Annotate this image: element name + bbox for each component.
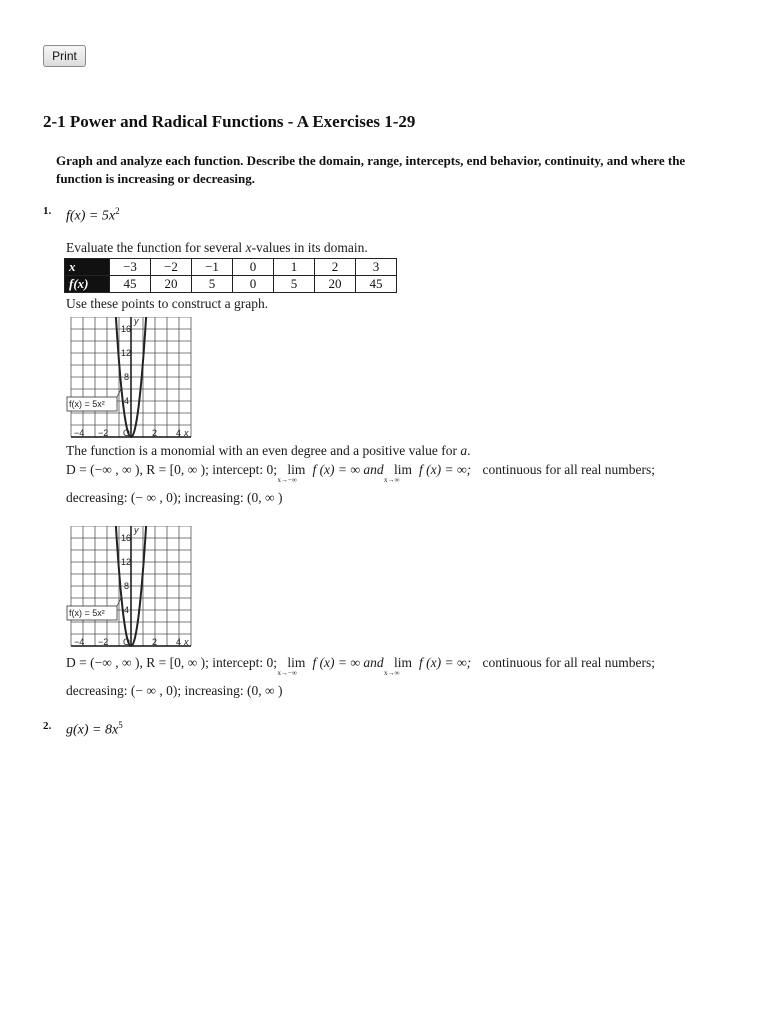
x-tick-label: 4 [176, 428, 182, 438]
table-cell: 20 [151, 276, 192, 293]
lim-subscript: x→−∞ [277, 476, 297, 484]
evaluate-instruction [66, 240, 368, 256]
limit-pos-inf [384, 462, 416, 484]
table-row-fx [65, 276, 397, 293]
table-cell: 45 [356, 276, 397, 293]
lim-subscript: x→−∞ [277, 669, 297, 677]
lim-word: lim [394, 462, 413, 477]
monomial-suffix: . [467, 443, 471, 458]
y-tick-label: 8 [124, 581, 130, 591]
exercise-1-number: 1. [43, 205, 52, 217]
instructions-text: Graph and analyze each function. Describe the domain, range, intercepts, end behavior, continuity, and where the function is increasing or decreasing. [56, 153, 686, 186]
x-tick-label: O [123, 428, 131, 438]
monomial-var: a [460, 443, 468, 458]
continuity-text: continuous for all real numbers; [482, 655, 655, 670]
x-tick-label: O [123, 637, 131, 647]
limit-neg-inf [277, 462, 309, 484]
exercise-2-number: 2. [43, 720, 52, 732]
table-cell: 0 [233, 259, 274, 276]
table-cell: 3 [356, 259, 397, 276]
lim-word: lim [394, 655, 413, 670]
table-cell: 2 [315, 259, 356, 276]
lim-word: lim [287, 462, 306, 477]
values-table [64, 258, 397, 293]
table-cell: 20 [315, 276, 356, 293]
table-cell: 1 [274, 259, 315, 276]
table-cell: 5 [274, 276, 315, 293]
y-axis-label: y [134, 317, 139, 326]
y-tick-label: 12 [121, 348, 132, 358]
table-cell: 45 [110, 276, 151, 293]
lim-subscript: x→∞ [384, 669, 400, 677]
limit-expression: f (x) = ∞ and [312, 655, 384, 670]
y-tick-label: 12 [121, 557, 132, 567]
limit-expression: f (x) = ∞; [419, 655, 472, 670]
lim-subscript: x→∞ [384, 476, 400, 484]
construct-instruction: Use these points to construct a graph. [66, 296, 269, 311]
exercise-1-function-exponent: 2 [115, 206, 120, 216]
limit-expression: f (x) = ∞; [419, 462, 472, 477]
page-title: 2-1 Power and Radical Functions - A Exercises 1-29 [43, 112, 416, 131]
curve-label: f(x) = 5x² [69, 399, 105, 409]
table-cell: −3 [110, 259, 151, 276]
monomial-statement [66, 443, 471, 459]
table-cell: 0 [233, 276, 274, 293]
y-tick-label: 16 [121, 533, 132, 543]
monomial-prefix: The function is a monomial with an even degree and a positive value for [66, 443, 461, 458]
x-tick-label: 2 [152, 637, 158, 647]
y-tick-label: 4 [124, 605, 130, 615]
table-cell: −2 [151, 259, 192, 276]
print-button[interactable]: Print [43, 45, 86, 67]
x-tick-label: 4 [176, 637, 182, 647]
domain-range-text: D = (−∞ , ∞ ), R = [0, ∞ ); intercept: 0; [66, 462, 278, 477]
limit-neg-inf [277, 655, 309, 677]
exercise-2-function-exponent: 5 [118, 720, 123, 730]
exercise-1-function [66, 206, 120, 225]
y-axis-label: y [134, 526, 139, 535]
x-axis-label: x [184, 637, 189, 647]
table-header-fx: f(x) [65, 276, 110, 293]
limit-pos-inf [384, 655, 416, 677]
table-cell: −1 [192, 259, 233, 276]
table-cell: 5 [192, 276, 233, 293]
x-tick-label: −4 [74, 428, 85, 438]
curve-label: f(x) = 5x² [69, 608, 105, 618]
analysis-line-2: decreasing: (− ∞ , 0); increasing: (0, ∞ ) [66, 490, 283, 505]
table-header-x: x [65, 259, 110, 276]
analysis-line-1 [66, 462, 655, 484]
lim-word: lim [287, 655, 306, 670]
limit-expression: f (x) = ∞ and [312, 462, 384, 477]
x-axis-label: x [184, 428, 189, 438]
domain-range-text: D = (−∞ , ∞ ), R = [0, ∞ ); intercept: 0; [66, 655, 278, 670]
exercise-2-function [66, 720, 123, 739]
parabola-graph-1 [66, 317, 196, 441]
parabola-graph-2 [66, 526, 196, 650]
y-tick-label: 8 [124, 372, 130, 382]
x-tick-label: −2 [98, 637, 109, 647]
x-tick-label: 2 [152, 428, 158, 438]
analysis-line-3 [66, 655, 655, 677]
y-tick-label: 4 [124, 396, 130, 406]
x-tick-label: −2 [98, 428, 109, 438]
x-tick-label: −4 [74, 637, 85, 647]
evaluate-prefix: Evaluate the function for several [66, 240, 246, 255]
analysis-line-4: decreasing: (− ∞ , 0); increasing: (0, ∞ ) [66, 683, 283, 698]
evaluate-var: x [245, 240, 252, 255]
exercise-1-function-base: f(x) = 5x [66, 208, 116, 224]
continuity-text: continuous for all real numbers; [482, 462, 655, 477]
exercise-2-function-base: g(x) = 8x [66, 722, 119, 738]
evaluate-suffix: -values in its domain. [251, 240, 368, 255]
y-tick-label: 16 [121, 324, 132, 334]
table-row-x [65, 259, 397, 276]
